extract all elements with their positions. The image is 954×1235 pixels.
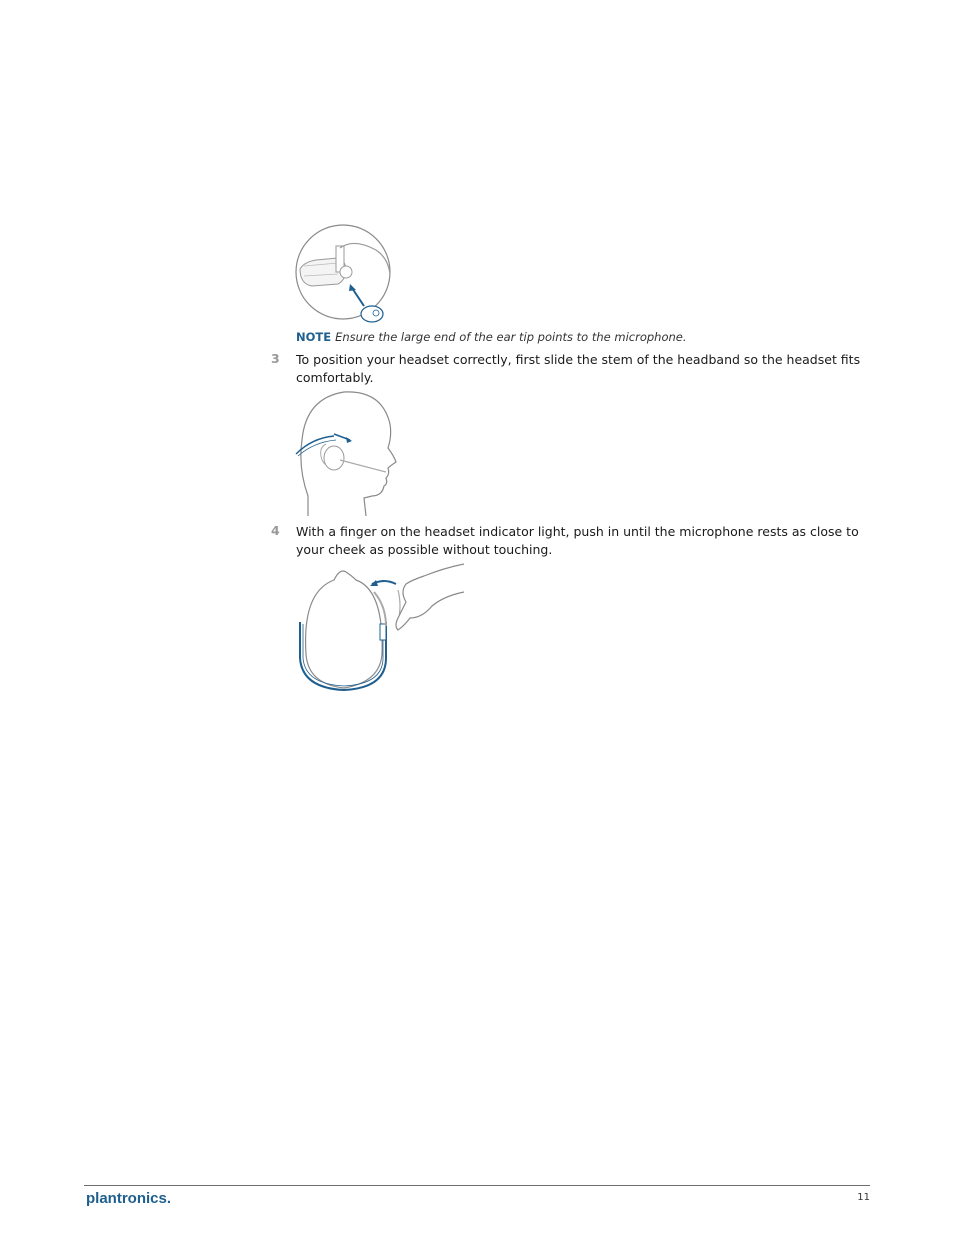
note-label: NOTE (296, 330, 332, 344)
note (296, 329, 687, 345)
note-text: Ensure the large end of the ear tip points to the microphone. (335, 330, 687, 344)
footer-divider (84, 1185, 870, 1186)
step-4-number: 4 (271, 523, 280, 538)
step-4-text: With a finger on the headset indicator light, push in until the microphone rests as close to your cheek as possible without touching. (296, 524, 859, 557)
svg-text:plantronics.: plantronics. (86, 1190, 172, 1207)
ear-tip-illustration (294, 224, 398, 328)
step-3-number: 3 (271, 351, 280, 366)
step-3-text: To position your headset correctly, first slide the stem of the headband so the headset fits comfortably. (296, 352, 861, 385)
page-number: 11 (857, 1192, 870, 1203)
head-profile-illustration (294, 388, 398, 516)
plantronics-logo (86, 1188, 198, 1214)
top-view-head-illustration (294, 562, 466, 692)
